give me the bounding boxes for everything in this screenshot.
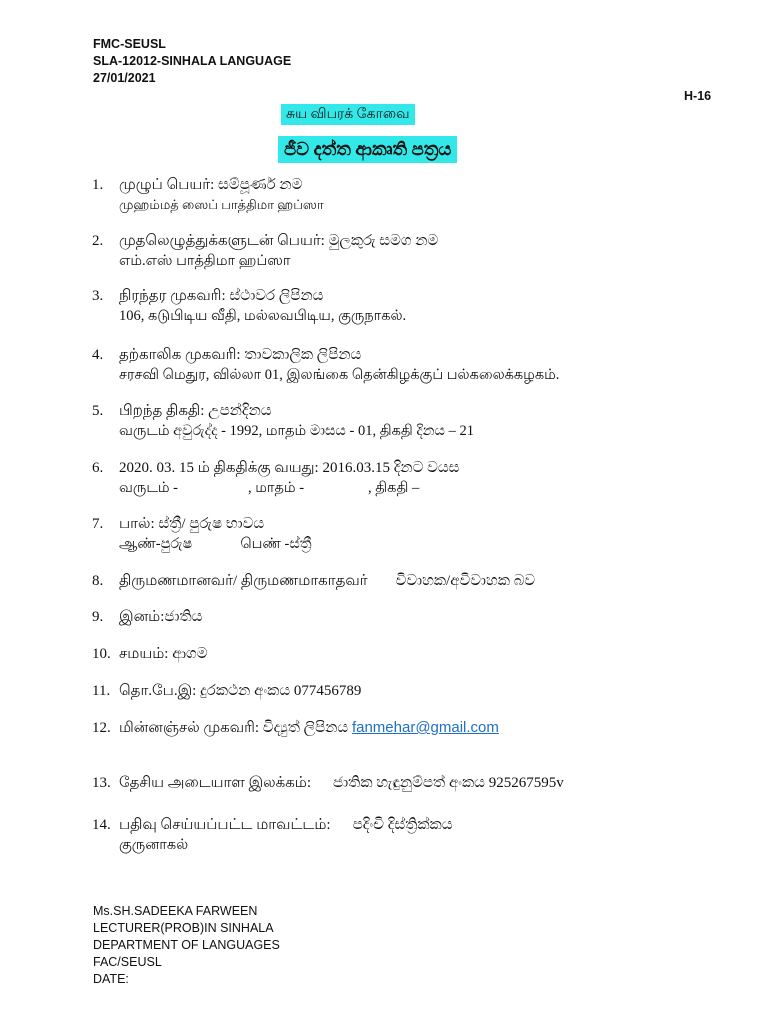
field-permanent-address: [92, 286, 406, 326]
field-label: 2020. 03. 15 ம் திகதிக்கு வயது: 2016.03.15 දිනට වයස: [119, 460, 460, 476]
item-number: 10.: [92, 646, 111, 662]
field-label-sinhala: ජාතික හැඳුනුම්පත් අංකය 925267595v: [333, 775, 564, 791]
gender-female: பெண் -ස්ත්‍රී: [240, 536, 312, 552]
footer-dept: DEPARTMENT OF LANGUAGES: [93, 938, 280, 952]
field-date-of-birth: [92, 401, 474, 441]
field-ethnicity: [92, 607, 202, 627]
field-name-with-initials: [92, 231, 438, 271]
field-national-id: [92, 773, 564, 793]
header-org: FMC-SEUSL: [93, 37, 166, 51]
item-number: 1.: [92, 177, 104, 193]
field-label: பதிவு செய்யப்பட்ட மாவட்டம்:: [119, 817, 331, 833]
age-day: , திகதி –: [368, 480, 420, 496]
field-phone: [92, 681, 361, 701]
field-label: முழுப் பெயர்: සම්පූර්ණ නම: [119, 177, 303, 193]
field-label-sinhala: විවාහක/අවිවාහක බව: [395, 573, 536, 589]
item-number: 14.: [92, 817, 111, 833]
field-age: [92, 458, 459, 498]
title-tamil: சுய விபரக் கோவை: [281, 104, 415, 125]
header-course: SLA-12012-SINHALA LANGUAGE: [93, 54, 292, 68]
field-label: முதலெழுத்துக்களுடன் பெயர்: මුලකුරු සමග නම: [119, 233, 439, 249]
document-footer: [93, 903, 280, 988]
field-label: பால்: ස්ත්‍රී/ පුරුෂ භාවය: [119, 516, 265, 532]
item-number: 13.: [92, 775, 111, 791]
age-year: வருடம் -: [119, 480, 178, 496]
field-label: திருமணமானவர்/ திருமணமாகாதவர்: [119, 573, 368, 589]
field-full-name: [92, 175, 324, 215]
title-sinhala: ජීව දත්ත ආකෘති පත්‍රය: [278, 136, 457, 163]
footer-date: DATE:: [93, 972, 129, 986]
field-marital-status: [92, 571, 535, 591]
field-gender: [92, 514, 312, 554]
field-label: சமயம்: ආගම: [119, 646, 208, 662]
field-value: [119, 534, 312, 554]
item-number: 11.: [92, 683, 111, 699]
field-email: [92, 718, 499, 738]
item-number: 9.: [92, 609, 104, 625]
document-header: [93, 36, 291, 87]
footer-name: Ms.SH.SADEEKA FARWEEN: [93, 904, 258, 918]
field-label: மின்னஞ்சல் முகவரி: විද්‍යුත් ලිපිනය: [119, 720, 349, 736]
field-value: சரசவி மெதுர, வில்லா 01, இலங்கை தென்கிழக்குப் பல்கலைக்கழகம்.: [119, 367, 560, 383]
item-number: 3.: [92, 288, 104, 304]
field-label: இனம்:ජාතිය: [119, 609, 203, 625]
form-code: H-16: [684, 89, 712, 103]
field-label: நிரந்தர முகவரி: ස්ථාවර ලිපිනය: [119, 288, 324, 304]
item-number: 2.: [92, 233, 104, 249]
field-value: எம்.எஸ் பாத்திமா ஹப்ஸா: [119, 253, 291, 269]
age-month: , மாதம் -: [247, 480, 305, 496]
email-link[interactable]: fanmehar@gmail.com: [351, 719, 499, 736]
field-label: தொ.பே.இ: දුරකථන අංකය 077456789: [119, 683, 362, 699]
field-religion: [92, 644, 208, 664]
item-number: 5.: [92, 403, 104, 419]
field-label-sinhala: පදිංචි දිස්ත්‍රික්කය: [352, 817, 453, 833]
field-value: 106, கடுபிடிய வீதி, மல்லவபிடிய, குருநாகல்.: [119, 308, 407, 324]
item-number: 8.: [92, 573, 104, 589]
field-value: குருனாகல்: [119, 837, 189, 853]
field-temporary-address: [92, 345, 559, 385]
field-value: [119, 478, 459, 498]
field-label: தற்காலிக முகவரி: තාවකාලික ලිපිනය: [119, 347, 362, 363]
field-registered-district: [92, 815, 453, 855]
field-value: வருடம் අවුරුද්ද - 1992, மாதம் මාසය - 01, திகதி දිනය – 21: [119, 423, 474, 439]
field-label: பிறந்த திகதி: උපන්දිනය: [119, 403, 272, 419]
footer-role: LECTURER(PROB)IN SINHALA: [93, 921, 274, 935]
item-number: 4.: [92, 347, 104, 363]
field-value: முஹம்மத் ஸைப் பாத்திமா ஹப்ஸா: [119, 197, 324, 212]
footer-fac: FAC/SEUSL: [93, 955, 162, 969]
item-number: 12.: [92, 720, 111, 736]
item-number: 7.: [92, 516, 104, 532]
item-number: 6.: [92, 460, 104, 476]
header-date: 27/01/2021: [93, 71, 156, 85]
field-label: தேசிய அடையாள இலக்கம்:: [119, 775, 312, 791]
gender-male: ஆண்-පුරුෂ: [119, 536, 193, 552]
